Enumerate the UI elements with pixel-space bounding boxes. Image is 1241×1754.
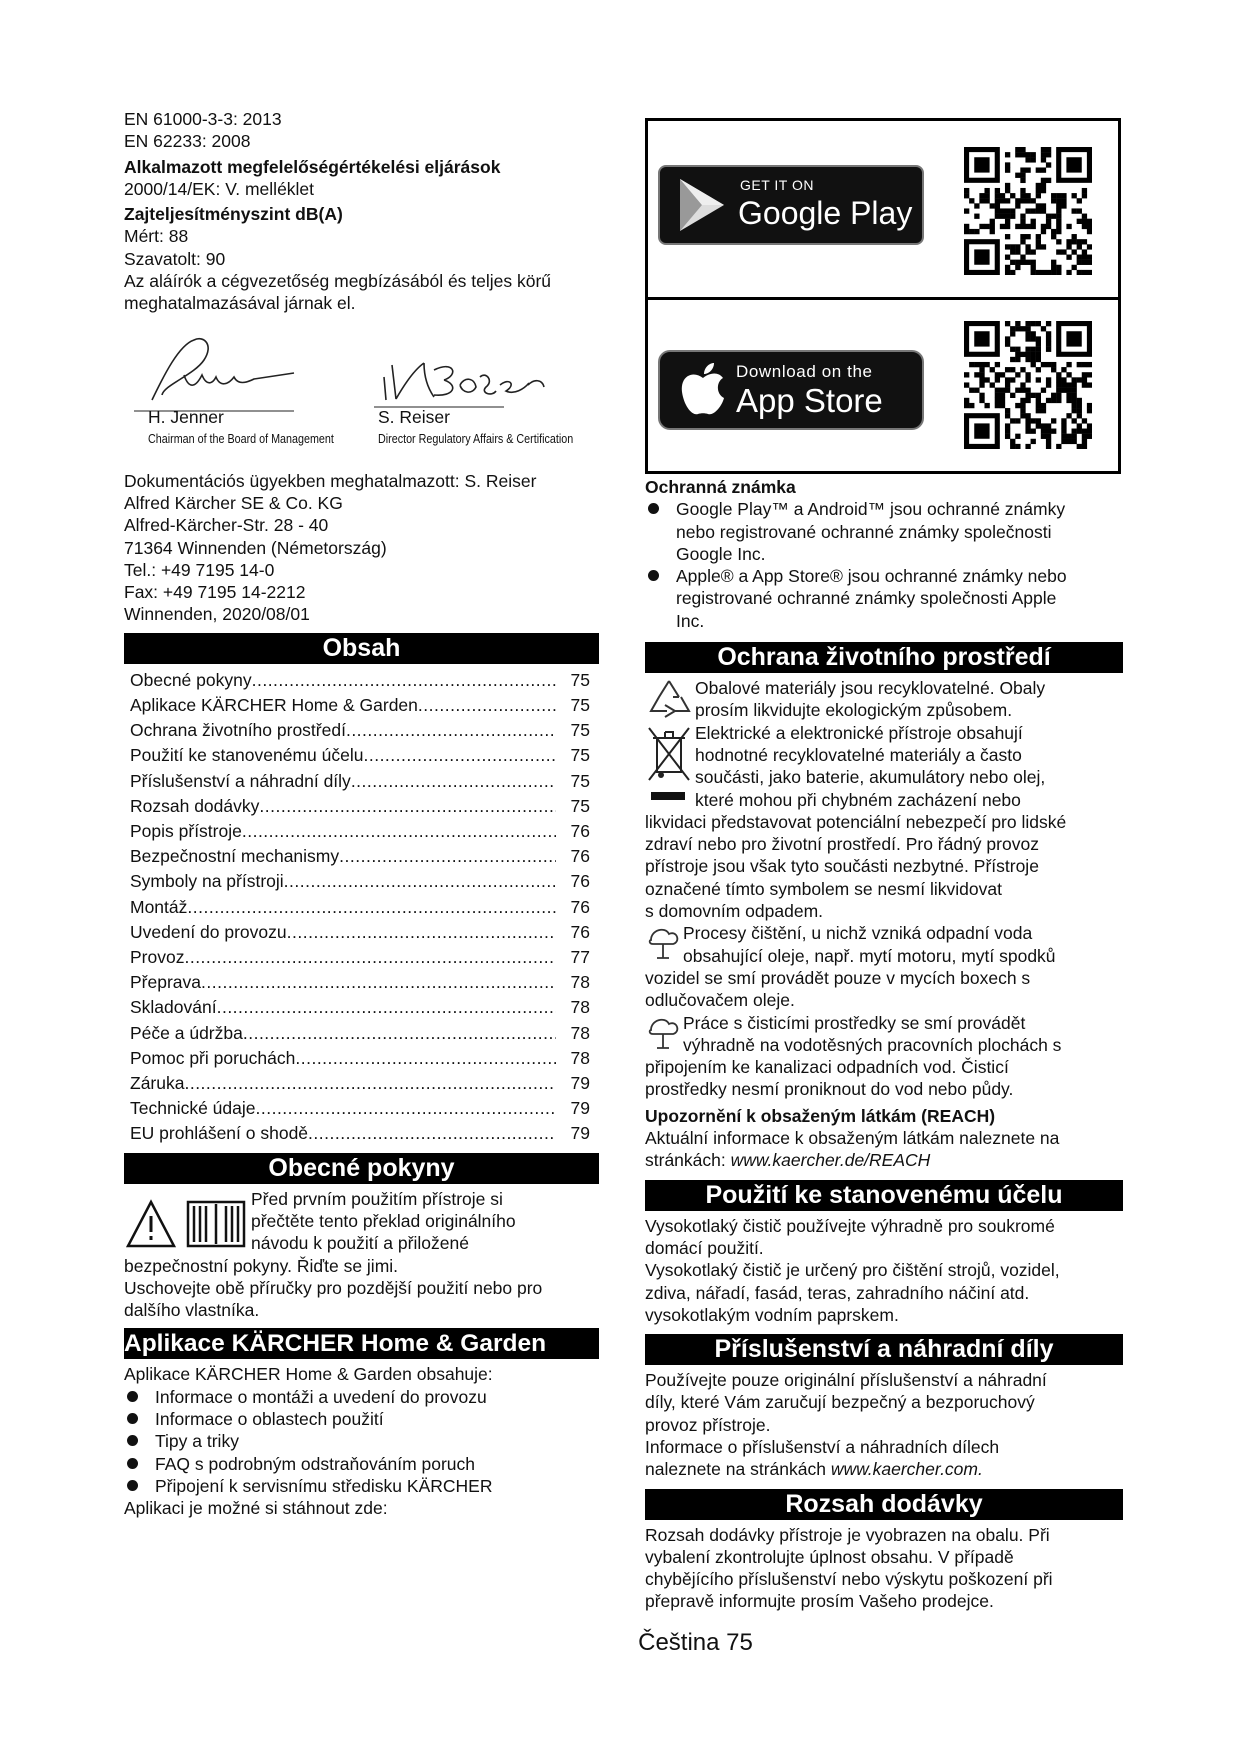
toc-entry-title: Rozsah dodávky <box>130 795 260 816</box>
signer1-name: H. Jenner <box>148 406 224 427</box>
toc-entry-title: Pomoc při poruchách <box>130 1047 296 1068</box>
general-text-line: Před prvním použitím přístroje si <box>251 1188 503 1209</box>
toc-page-number: 75 <box>570 669 590 690</box>
general-heading: Obecné pokyny <box>124 1153 599 1184</box>
toc-entry-title: Popis přístroje <box>130 820 242 841</box>
use-heading: Použití ke stanovenému účelu <box>645 1180 1123 1211</box>
standard-line: EN 62233: 2008 <box>124 131 251 152</box>
page-footer <box>0 1629 1241 1657</box>
address-line: Alfred Kärcher SE & Co. KG <box>124 492 343 513</box>
use-text-line: vysokotlakým vodním paprskem. <box>645 1304 899 1325</box>
toc-row[interactable] <box>130 693 590 718</box>
env-text-line: výhradně na vodotěsných pracovních plochách s <box>683 1034 1062 1055</box>
reach-text: Aktuální informace k obsaženým látkám naleznete na <box>645 1128 1060 1149</box>
toc-page-number: 75 <box>570 720 590 741</box>
toc-row[interactable] <box>130 995 590 1020</box>
toc-row[interactable] <box>130 920 590 945</box>
app-store-big: App Store <box>736 382 883 419</box>
env-text-line: likvidaci představovat potenciální nebezpečí pro lidské <box>645 811 1067 832</box>
env-text-line: označené tímto symbolem se nesmí likvidovat <box>645 878 1002 899</box>
noise-line: meghatalmazásával járnak el. <box>124 293 356 314</box>
recycle-block <box>645 677 1123 722</box>
list-item: Informace o montáži a uvedení do provozu <box>124 1386 599 1408</box>
toc-page-number: 76 <box>570 846 590 867</box>
toc-leader-dots <box>243 1021 556 1046</box>
signature-jenner <box>152 338 294 399</box>
toc-leader-dots <box>201 970 556 995</box>
use-text-line: Vysokotlaký čistič používejte výhradně pro soukromé <box>645 1215 1055 1236</box>
acc-text-line: díly, které Vám zaručují bezpečný a bezporuchový <box>645 1392 1035 1413</box>
accessories-heading: Příslušenství a náhradní díly <box>645 1334 1123 1365</box>
toc-page-number: 76 <box>570 921 590 942</box>
toc-page-number: 78 <box>570 997 590 1018</box>
toc-entry-title: Aplikace KÄRCHER Home & Garden <box>130 694 418 715</box>
app-bullet-list <box>124 1386 599 1497</box>
toc-page-number: 76 <box>570 896 590 917</box>
env-text-line: Práce s čisticími prostředky se smí provádět <box>683 1012 1026 1033</box>
env-text-line: Obalové materiály jsou recyklovatelné. Obaly <box>695 678 1046 699</box>
address-line: 71364 Winnenden (Németország) <box>124 537 387 558</box>
list-item: Připojení k servisnímu středisku KÄRCHER <box>124 1475 599 1497</box>
reach-title: Upozornění k obsaženým látkám (REACH) <box>645 1105 996 1126</box>
env-text-line: odlučovačem oleje. <box>645 990 795 1011</box>
toc-leader-dots <box>217 995 556 1020</box>
toc-page-number: 79 <box>570 1098 590 1119</box>
crossed-bin-icon <box>645 722 695 810</box>
address-line: Tel.: +49 7195 14-0 <box>124 559 275 580</box>
signature-reiser <box>384 363 544 400</box>
toc-heading: Obsah <box>124 633 599 664</box>
toc-leader-dots <box>339 844 556 869</box>
scope-text-line: přepravě informujte prosím Vašeho prodejce. <box>645 1591 994 1612</box>
toc-entry-title: Symboly na přístroji <box>130 871 284 892</box>
trademark-title: Ochranná známka <box>645 477 796 497</box>
toc-row[interactable] <box>130 844 590 869</box>
toc-entry-title: Bezpečnostní mechanismy <box>130 846 340 867</box>
google-play-qr-code <box>964 147 1092 275</box>
env-text-line: prostředky nesmí proniknout do vod nebo půdy. <box>645 1079 1014 1100</box>
signer1-role: Chairman of the Board of Management <box>148 431 334 446</box>
env-text-line: prosím likvidujte ekologickým způsobem. <box>695 700 1013 721</box>
env-text-line: součásti, jako baterie, akumulátory nebo olej, <box>695 767 1046 788</box>
general-text-line: dalšího vlastníka. <box>124 1300 260 1321</box>
toc-row[interactable] <box>130 1021 590 1046</box>
env-text-line: vozidel se smí provádět pouze v mycích boxech s <box>645 967 1031 988</box>
toc-row[interactable] <box>130 769 590 794</box>
signature-graphics <box>124 315 599 450</box>
google-play-icon <box>672 175 732 235</box>
address-line: Alfred-Kärcher-Str. 28 - 40 <box>124 515 329 536</box>
scope-text-line: Rozsah dodávky přístroje je vyobrazen na obalu. Při <box>645 1524 1050 1545</box>
right-column <box>645 476 1123 1613</box>
toc-page-number: 75 <box>570 795 590 816</box>
warning-read-manual-icon <box>124 1188 251 1252</box>
scope-text-line: vybalení zkontrolujte úplnost obsahu. V případě <box>645 1546 1014 1567</box>
standard-line: EN 61000-3-3: 2013 <box>124 109 282 129</box>
box-divider <box>648 297 1118 300</box>
recycle-icon <box>645 677 695 721</box>
toc-entry-title: Příslušenství a náhradní díly <box>130 770 351 791</box>
toc-row[interactable] <box>130 668 590 693</box>
app-heading: Aplikace KÄRCHER Home & Garden <box>124 1328 599 1359</box>
toc-page-number: 78 <box>570 1047 590 1068</box>
toc-page-number: 78 <box>570 1022 590 1043</box>
kaercher-link[interactable]: www.kaercher.com. <box>830 1459 983 1480</box>
toc-row[interactable] <box>130 1071 590 1096</box>
toc-leader-dots <box>284 869 556 894</box>
page-number-label: Čeština 75 <box>638 1629 753 1656</box>
toc-row[interactable] <box>130 794 590 819</box>
toc-entry-title: Skladování <box>130 997 217 1018</box>
use-text-line: zdiva, nářadí, fasád, teras, zahradního náčiní atd. <box>645 1282 1030 1303</box>
toc-entry-title: Péče a údržba <box>130 1022 243 1043</box>
toc-row[interactable] <box>130 819 590 844</box>
toc-entry-title: Použití ke stanovenému účelu <box>130 745 364 766</box>
general-warning-block <box>124 1188 599 1255</box>
general-text-line: Uschovejte obě příručky pro pozdější použití nebo pro <box>124 1277 543 1298</box>
detergent-block <box>645 1012 1123 1057</box>
address-line: Winnenden, 2020/08/01 <box>124 604 310 625</box>
toc-entry-title: EU prohlášení o shodě <box>130 1123 309 1144</box>
acc-text-line: Používejte pouze originální příslušenství a náhradní <box>645 1370 1047 1391</box>
signer2-role: Director Regulatory Affairs & Certification <box>378 431 574 446</box>
toc-page-number: 78 <box>570 972 590 993</box>
environment-heading: Ochrana životního prostředí <box>645 642 1123 673</box>
general-text-line: přečtěte tento překlad originálního <box>251 1210 516 1231</box>
noise-line: Szavatolt: 90 <box>124 248 226 269</box>
env-text-line: Procesy čištění, u nichž vzniká odpadní voda <box>683 923 1033 944</box>
reach-link[interactable]: www.kaercher.de/REACH <box>730 1150 931 1171</box>
reach-text: stránkách: www.kaercher.de/REACH <box>645 1150 931 1171</box>
general-text-line: návodu k použití a přiložené <box>251 1233 469 1254</box>
toc-leader-dots <box>363 743 556 768</box>
address-line: Fax: +49 7195 14-2212 <box>124 582 306 603</box>
water-tap-icon <box>645 922 683 966</box>
toc-leader-dots <box>252 668 556 693</box>
toc-leader-dots <box>184 1071 556 1096</box>
general-text-line: bezpečnostní pokyny. Řiďte se jimi. <box>124 1255 399 1276</box>
noise-title: Zajteljesítményszint dB(A) <box>124 204 343 225</box>
app-intro: Aplikace KÄRCHER Home & Garden obsahuje: <box>124 1364 493 1385</box>
env-text-line: přístroje jsou však tyto součásti nezbytné. Přístroje <box>645 856 1039 877</box>
env-text-line: hodnotné recyklovatelné materiály a často <box>695 744 1022 765</box>
toc-page-number: 77 <box>570 946 590 967</box>
toc-row[interactable] <box>130 1096 590 1121</box>
use-text-line: Vysokotlaký čistič je určený pro čištění strojů, vozidel, <box>645 1260 1060 1281</box>
app-store-qr-code <box>964 321 1092 449</box>
toc-page-number: 76 <box>570 820 590 841</box>
water-tap-icon <box>645 1012 683 1056</box>
toc-entry-title: Montáž <box>130 896 188 917</box>
toc-page-number: 75 <box>570 694 590 715</box>
toc-leader-dots <box>295 1046 556 1071</box>
toc-page-number: 79 <box>570 1073 590 1093</box>
app-outro: Aplikaci je možné si stáhnout zde: <box>124 1498 388 1519</box>
toc-entry-title: Přeprava <box>130 972 202 993</box>
toc-leader-dots <box>351 769 556 794</box>
toc-leader-dots <box>418 693 556 718</box>
list-item: Tipy a triky <box>124 1430 599 1452</box>
google-play-big: Google Play <box>738 195 913 231</box>
use-text-line: domácí použití. <box>645 1237 764 1258</box>
toc-row[interactable] <box>130 945 590 970</box>
app-store-badge[interactable] <box>658 350 924 430</box>
toc-row[interactable] <box>130 718 590 743</box>
scope-heading: Rozsah dodávky <box>645 1489 1123 1520</box>
toc-leader-dots <box>242 819 556 844</box>
app-download-box <box>645 118 1121 474</box>
table-of-contents <box>130 668 599 1147</box>
toc-entry-title: Ochrana životního prostředí <box>130 720 346 741</box>
assessment-text: 2000/14/EK: V. melléklet <box>124 178 315 199</box>
toc-entry-title: Technické údaje <box>130 1098 256 1119</box>
toc-leader-dots <box>346 718 556 743</box>
env-text-line: obsahující oleje, např. mytí motoru, mytí spodků <box>683 945 1056 966</box>
noise-line: Az aláírók a cégvezetőség megbízásából és teljes körű <box>124 271 552 292</box>
toc-page-number: 75 <box>570 770 590 791</box>
oil-block <box>645 922 1123 967</box>
address-line: Dokumentációs ügyekben meghatalmazott: S. Reiser <box>124 470 537 491</box>
env-text-line: Elektrické a elektronické přístroje obsahují <box>695 722 1023 743</box>
toc-page-number: 75 <box>570 745 590 766</box>
toc-leader-dots <box>287 920 556 945</box>
left-column <box>124 108 599 1519</box>
env-text-line: které mohou při chybném zacházení nebo <box>695 789 1021 810</box>
list-item: FAQ s podrobným odstraňováním poruch <box>124 1453 599 1475</box>
toc-page-number: 79 <box>570 1123 590 1144</box>
toc-row[interactable] <box>130 1046 590 1071</box>
assessment-title: Alkalmazott megfelelőségértékelési eljárások <box>124 156 501 177</box>
apple-icon <box>678 360 728 420</box>
env-text-line: s domovním odpadem. <box>645 901 824 922</box>
env-text-line: připojením ke kanalizaci odpadních vod. Čisticí <box>645 1057 1009 1078</box>
toc-row[interactable] <box>130 895 590 920</box>
toc-leader-dots <box>259 794 556 819</box>
google-play-small: GET IT ON <box>740 177 814 193</box>
scope-text-line: chybějícího příslušenství nebo výskytu poškození při <box>645 1569 1053 1590</box>
toc-row[interactable] <box>130 869 590 894</box>
toc-leader-dots <box>184 945 556 970</box>
toc-entry-title: Obecné pokyny <box>130 669 252 690</box>
toc-row[interactable] <box>130 1121 590 1146</box>
toc-entry-title: Uvedení do provozu <box>130 921 287 942</box>
acc-text-line: provoz přístroje. <box>645 1414 771 1435</box>
google-play-badge[interactable] <box>658 165 924 245</box>
toc-row[interactable] <box>130 743 590 768</box>
signer2-name: S. Reiser <box>378 406 450 427</box>
list-item: Informace o oblastech použití <box>124 1408 599 1430</box>
list-item: Apple® a App Store® jsou ochranné známky nebo registrované ochranné známky společnosti Apple Inc. <box>645 565 1123 632</box>
weee-block <box>645 722 1123 811</box>
toc-leader-dots <box>187 895 556 920</box>
noise-line: Mért: 88 <box>124 226 189 247</box>
toc-entry-title: Provoz <box>130 946 185 967</box>
toc-row[interactable] <box>130 970 590 995</box>
list-item: Google Play™ a Android™ jsou ochranné známky nebo registrované ochranné známky společnosti Google Inc. <box>645 498 1123 565</box>
env-text-line: zdraví nebo pro životní prostředí. Pro řádný provoz <box>645 834 1039 855</box>
acc-text-line: naleznete na stránkách www.kaercher.com. <box>645 1459 983 1480</box>
trademark-list <box>645 498 1123 632</box>
acc-text-line: Informace o příslušenství a náhradních dílech <box>645 1436 1000 1457</box>
app-store-small: Download on the <box>736 362 873 381</box>
toc-page-number: 76 <box>570 871 590 892</box>
toc-entry-title: Záruka <box>130 1073 185 1093</box>
signatures <box>124 315 599 450</box>
toc-leader-dots <box>256 1096 557 1121</box>
toc-leader-dots <box>308 1121 556 1146</box>
